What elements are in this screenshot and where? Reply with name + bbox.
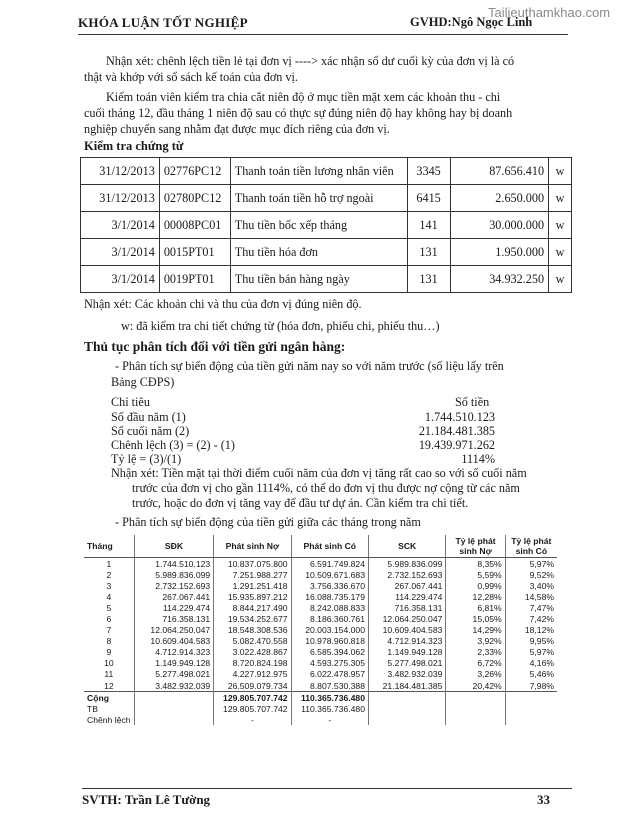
voucher-description: Thu tiền bốc xếp tháng (230, 212, 407, 239)
voucher-amount: 2.650.000 (450, 185, 549, 212)
summary-label: Số cuối năm (2) (111, 424, 190, 438)
col-header-month: Tháng (84, 535, 134, 558)
cell-credit: 8.186.360.761 (291, 613, 368, 624)
table-row (84, 669, 557, 680)
table-row (81, 266, 572, 293)
cell-debit: 26.509.079.734 (214, 680, 291, 692)
cell-debit: 19.534.252.677 (214, 613, 291, 624)
cell-debit-rate: 8,35% (446, 558, 505, 570)
empty-cell (134, 714, 213, 725)
cell-debit-rate: 20,42% (446, 680, 505, 692)
cell-month: 3 (106, 580, 112, 591)
summary-value: 19.439.971.262 (418, 438, 495, 452)
voucher-table (80, 157, 572, 293)
section-heading-vouchers: Kiểm tra chứng từ (84, 139, 184, 153)
table-row (84, 680, 557, 692)
table-row (84, 580, 557, 591)
cell-closing: 5.989.836.099 (368, 558, 445, 570)
cell-debit: 129.805.707.742 (214, 703, 291, 714)
voucher-date: 31/12/2013 (81, 185, 160, 212)
difference-row (84, 714, 557, 725)
note-paragraph-line: trước, hoặc do đơn vị tăng vay để đầu tư dự án. Cần kiểm tra chi tiết. (132, 496, 469, 510)
cell-closing: 716.358.131 (368, 602, 445, 613)
cell-credit: 3.756.336.670 (291, 580, 368, 591)
cell-credit: 110.365.736.480 (291, 703, 368, 714)
cell-debit: 3.022.428.867 (214, 647, 291, 658)
summary-label: Tỷ lệ = (3)/(1) (111, 452, 182, 466)
cell-debit-rate: 3,92% (446, 636, 505, 647)
cell-closing: 5.277.498.021 (368, 658, 445, 669)
empty-cell (368, 703, 445, 714)
cell-credit: 10.978.960.818 (291, 636, 368, 647)
empty-cell (446, 703, 505, 714)
note-paragraph-line: Nhận xét: Tiền mặt tại thời điểm cuối năm của đơn vị tăng rất cao so với số cuối năm (111, 466, 527, 480)
table-row (84, 558, 557, 570)
voucher-date: 3/1/2014 (81, 212, 160, 239)
voucher-date: 3/1/2014 (81, 266, 160, 293)
voucher-account: 131 (407, 239, 450, 266)
cell-opening: 2.732.152.693 (134, 580, 213, 591)
voucher-check-mark: w (549, 158, 572, 185)
table-row (84, 658, 557, 669)
footer-rule (82, 788, 572, 789)
empty-cell (505, 703, 557, 714)
cell-debit-rate: 5,59% (446, 569, 505, 580)
empty-cell (446, 714, 505, 725)
cell-credit: 4.593.275.305 (291, 658, 368, 669)
analysis-intro-line: Bảng CĐPS) (111, 375, 175, 389)
cell-credit-rate: 9,95% (505, 636, 557, 647)
table-row (84, 625, 557, 636)
cell-credit-rate: 14,58% (505, 591, 557, 602)
cell-debit-rate: 15,05% (446, 613, 505, 624)
cell-month: 5 (106, 602, 112, 613)
cell-opening: 4.712.914.323 (134, 647, 213, 658)
body-paragraph-line: cuối tháng 12, đầu tháng 1 niên độ sau có thực sự đúng niên độ hay không hay bị doanh (84, 106, 513, 120)
voucher-account: 3345 (407, 158, 450, 185)
col-header-debit-rate: Tỷ lệ phát sinh Nợ (446, 535, 505, 558)
cell-month: 2 (106, 569, 112, 580)
empty-cell (446, 692, 505, 704)
empty-cell (368, 714, 445, 725)
voucher-amount: 1.950.000 (450, 239, 549, 266)
cell-credit: 6.022.478.957 (291, 669, 368, 680)
cell-closing: 12.064.250.047 (368, 613, 445, 624)
empty-cell (505, 692, 557, 704)
voucher-legend: w: đã kiểm tra chi tiết chứng từ (hóa đơn, phiếu chi, phiếu thu…) (121, 319, 440, 333)
table-row (84, 647, 557, 658)
cell-credit-rate: 5,97% (505, 558, 557, 570)
table-row (84, 613, 557, 624)
cell-closing: 10.609.404.583 (368, 625, 445, 636)
cell-debit-rate: 0,99% (446, 580, 505, 591)
cell-credit-rate: 7,42% (505, 613, 557, 624)
cell-month: 10 (104, 658, 114, 669)
voucher-check-mark: w (549, 212, 572, 239)
row-label: Chênh lệch (87, 714, 131, 725)
cell-closing: 3.482.932.039 (368, 669, 445, 680)
voucher-date: 31/12/2013 (81, 158, 160, 185)
cell-debit-rate: 6,72% (446, 658, 505, 669)
voucher-check-mark: w (549, 185, 572, 212)
cell-credit-rate: 5,46% (505, 669, 557, 680)
cell-debit-rate: 12,28% (446, 591, 505, 602)
cell-credit: 6.585.394.062 (291, 647, 368, 658)
summary-value: 21.184.481.385 (418, 424, 495, 438)
voucher-account: 141 (407, 212, 450, 239)
cell-opening: 5.989.836.099 (134, 569, 213, 580)
cell-opening: 12.064.250.047 (134, 625, 213, 636)
voucher-amount: 34.932.250 (450, 266, 549, 293)
voucher-account: 6415 (407, 185, 450, 212)
cell-month: 11 (104, 669, 114, 680)
cell-closing: 267.067.441 (368, 580, 445, 591)
cell-credit: 16.088.735.179 (291, 591, 368, 602)
col-header-debit: Phát sinh Nợ (214, 535, 291, 558)
total-row (84, 692, 557, 704)
cell-debit-rate: 3,26% (446, 669, 505, 680)
voucher-description: Thanh toán tiền lương nhân viên (230, 158, 407, 185)
cell-opening: 267.067.441 (134, 591, 213, 602)
table-row (84, 591, 557, 602)
table-row (81, 212, 572, 239)
col-header-opening: SĐK (134, 535, 213, 558)
cell-credit: 6.591.749.824 (291, 558, 368, 570)
cell-closing: 21.184.481.385 (368, 680, 445, 692)
summary-header-label: Chỉ tiêu (111, 395, 150, 409)
cell-opening: 1.744.510.123 (134, 558, 213, 570)
table-row (81, 239, 572, 266)
cell-debit: - (214, 714, 291, 725)
footer-author: SVTH: Trần Lê Tường (82, 792, 211, 807)
cell-credit-rate: 7,47% (505, 602, 557, 613)
cell-debit: 10.837.075.800 (214, 558, 291, 570)
voucher-number: 00008PC01 (159, 212, 230, 239)
cell-credit: 110.365.736.480 (291, 692, 368, 704)
cell-credit: 10.509.671.683 (291, 569, 368, 580)
cell-month: 6 (106, 614, 112, 625)
cell-credit: 8.242.088.833 (291, 602, 368, 613)
header-supervisor: GVHD:Ngô Ngọc Linh (410, 15, 533, 29)
cell-debit: 15.935.897.212 (214, 591, 291, 602)
average-row (84, 703, 557, 714)
header-title: KHÓA LUẬN TỐT NGHIỆP (78, 15, 248, 30)
col-header-credit: Phát sinh Có (291, 535, 368, 558)
monthly-table (84, 535, 557, 725)
analysis-intro-line: - Phân tích sự biến động của tiền gửi năm nay so với năm trước (số liệu lấy trên (115, 359, 504, 373)
cell-month: 1 (106, 558, 112, 569)
cell-debit: 18.548.308.536 (214, 625, 291, 636)
voucher-date: 3/1/2014 (81, 239, 160, 266)
note-paragraph-line: Nhận xét: chênh lệch tiền lẻ tại đơn vị ----> xác nhận số dư cuối kỳ của đơn vị là có (106, 54, 515, 68)
page-number: 33 (537, 792, 550, 807)
voucher-check-mark: w (549, 239, 572, 266)
summary-header-value: Số tiền (455, 395, 490, 409)
voucher-amount: 87.656.410 (450, 158, 549, 185)
cell-opening: 3.482.932.039 (134, 680, 213, 692)
voucher-number: 02780PC12 (159, 185, 230, 212)
voucher-check-mark: w (549, 266, 572, 293)
table-row (84, 569, 557, 580)
cell-opening: 114.229.474 (134, 602, 213, 613)
cell-month: 8 (106, 636, 112, 647)
summary-label: Chênh lệch (3) = (2) - (1) (111, 438, 235, 452)
voucher-amount: 30.000.000 (450, 212, 549, 239)
watermark: Tailieuthamkhao.com (488, 5, 611, 20)
row-label: Cộng (84, 692, 134, 704)
table-row (81, 185, 572, 212)
cell-debit: 4.227.912.975 (214, 669, 291, 680)
cell-credit-rate: 5,97% (505, 647, 557, 658)
cell-credit-rate: 9,52% (505, 569, 557, 580)
cell-debit: 7.251.988.277 (214, 569, 291, 580)
section-heading-bank: Thủ tục phân tích đối với tiền gửi ngân hàng: (84, 339, 346, 354)
cell-closing: 114.229.474 (368, 591, 445, 602)
cell-credit: - (291, 714, 368, 725)
note-paragraph-line: trước của đơn vị cho gần 1114%, có thể do đơn vị thu được nợ cộng từ các năm (132, 481, 520, 495)
empty-cell (368, 692, 445, 704)
body-paragraph-line: Kiểm toán viên kiểm tra chia cắt niên độ ở mục tiền mặt xem các khoản thu - chi (106, 90, 501, 104)
cell-month: 12 (104, 680, 114, 691)
cell-opening: 716.358.131 (134, 613, 213, 624)
voucher-note: Nhận xét: Các khoản chi và thu của đơn vị đúng niên độ. (84, 297, 362, 311)
voucher-number: 02776PC12 (159, 158, 230, 185)
cell-debit: 5.082.470.558 (214, 636, 291, 647)
analysis-monthly-line: - Phân tích sự biến động của tiền gửi giữa các tháng trong năm (115, 515, 421, 529)
table-row (84, 636, 557, 647)
empty-cell (134, 703, 213, 714)
cell-debit-rate: 6,81% (446, 602, 505, 613)
voucher-number: 0015PT01 (159, 239, 230, 266)
cell-month: 7 (106, 625, 112, 636)
cell-opening: 10.609.404.583 (134, 636, 213, 647)
cell-debit-rate: 2,33% (446, 647, 505, 658)
summary-value: 1.744.510.123 (424, 410, 495, 424)
cell-debit: 8.720.824.198 (214, 658, 291, 669)
table-header-row (84, 535, 557, 558)
header-rule (78, 34, 568, 35)
note-paragraph-line: thật và khớp với sổ sách kế toán của đơn vị. (84, 70, 298, 84)
voucher-description: Thu tiền hóa đơn (230, 239, 407, 266)
cell-credit-rate: 3,40% (505, 580, 557, 591)
voucher-account: 131 (407, 266, 450, 293)
row-label: TB (87, 703, 98, 714)
cell-credit-rate: 7,98% (505, 680, 557, 692)
cell-debit-rate: 14,29% (446, 625, 505, 636)
empty-cell (505, 714, 557, 725)
table-row (81, 158, 572, 185)
cell-opening: 5.277.498.021 (134, 669, 213, 680)
cell-debit: 1.291.251.418 (214, 580, 291, 591)
cell-credit-rate: 18,12% (505, 625, 557, 636)
cell-month: 9 (106, 647, 112, 658)
col-header-credit-rate: Tỷ lệ phát sinh Có (505, 535, 557, 558)
empty-cell (134, 692, 213, 704)
cell-credit: 8.807.530.388 (291, 680, 368, 692)
voucher-description: Thanh toán tiền hỗ trợ ngoài (230, 185, 407, 212)
summary-label: Số đầu năm (1) (111, 410, 186, 424)
cell-debit: 129.805.707.742 (214, 692, 291, 704)
cell-credit-rate: 4,16% (505, 658, 557, 669)
body-paragraph-line: nghiệp chuyển sang nhằm đạt được mục đích riêng của đơn vị. (84, 122, 390, 136)
summary-value: 1114% (461, 452, 495, 466)
cell-opening: 1.149.949.128 (134, 658, 213, 669)
cell-month: 4 (106, 591, 112, 602)
table-row (84, 602, 557, 613)
cell-credit: 20.003.154.000 (291, 625, 368, 636)
cell-debit: 8.844.217.490 (214, 602, 291, 613)
voucher-description: Thu tiền bán hàng ngày (230, 266, 407, 293)
cell-closing: 1.149.949.128 (368, 647, 445, 658)
col-header-closing: SCK (368, 535, 445, 558)
cell-closing: 2.732.152.693 (368, 569, 445, 580)
cell-closing: 4.712.914.323 (368, 636, 445, 647)
voucher-number: 0019PT01 (159, 266, 230, 293)
